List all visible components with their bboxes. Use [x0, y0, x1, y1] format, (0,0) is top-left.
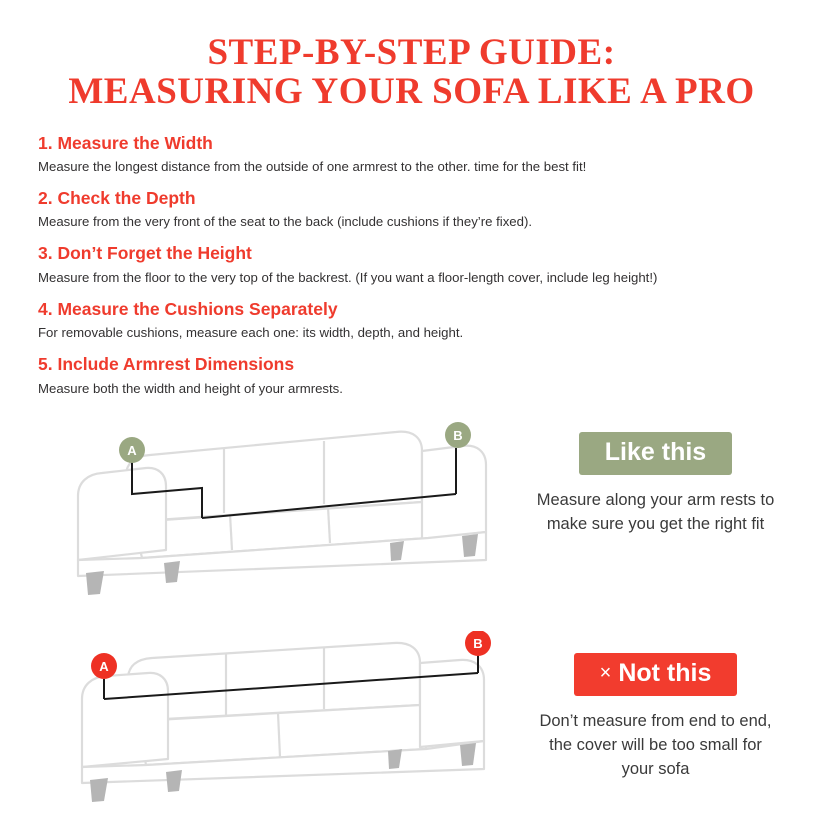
like-this-badge: Like this — [579, 432, 732, 476]
panel-like-this — [38, 410, 785, 605]
title-line-2: MEASURING YOUR SOFA LIKE A PRO — [68, 70, 755, 112]
step-item-5 — [38, 351, 785, 397]
sofa-diagram-incorrect-svg — [38, 631, 508, 806]
like-this-text — [508, 410, 785, 537]
marker-a-incorrect — [91, 653, 117, 679]
step-3-body: Measure from the floor to the very top of the backrest. (If you want a floor-length cover, include leg height!) — [38, 269, 658, 285]
step-4-heading: 4. Measure the Cushions Separately — [38, 298, 338, 319]
marker-a-correct — [119, 437, 145, 463]
marker-b-correct — [445, 422, 471, 448]
not-this-text — [508, 631, 785, 782]
close-icon: × — [599, 661, 612, 684]
svg-text:B: B — [453, 427, 463, 443]
svg-text:B: B — [473, 635, 483, 651]
step-3-heading: 3. Don’t Forget the Height — [38, 243, 252, 264]
step-2-body: Measure from the very front of the seat to the back (include cushions if they’re fixed). — [38, 214, 533, 230]
svg-text:A: A — [99, 658, 109, 674]
sofa-diagram-correct-svg — [38, 410, 508, 600]
step-4-body: For removable cushions, measure each one: its width, depth, and height. — [38, 325, 464, 341]
step-item-2 — [38, 185, 785, 231]
marker-b-incorrect — [465, 631, 491, 656]
svg-text:A: A — [127, 442, 137, 458]
page-title — [38, 0, 785, 112]
step-5-body: Measure both the width and height of your armrests. — [38, 380, 343, 396]
step-1-heading: 1. Measure the Width — [38, 132, 213, 153]
step-1-body: Measure the longest distance from the outside of one armrest to the other. time for the best fit! — [38, 158, 587, 174]
step-item-3 — [38, 240, 785, 286]
steps-list — [38, 130, 785, 398]
step-item-1 — [38, 130, 785, 176]
comparison-panels — [38, 410, 785, 811]
not-this-badge-label: Not this — [618, 658, 712, 687]
like-this-caption: Measure along your arm rests to make sure you get the right fit — [536, 491, 775, 534]
step-2-heading: 2. Check the Depth — [38, 188, 196, 209]
not-this-caption: Don’t measure from end to end, the cover will be too small for your sofa — [539, 712, 772, 778]
sofa-illustration-incorrect — [38, 631, 508, 811]
sofa-illustration-correct — [38, 410, 508, 605]
step-5-heading: 5. Include Armrest Dimensions — [38, 354, 295, 375]
step-item-4 — [38, 296, 785, 342]
title-line-1: STEP-BY-STEP GUIDE: — [207, 32, 616, 73]
not-this-badge — [574, 653, 738, 697]
panel-not-this — [38, 631, 785, 811]
